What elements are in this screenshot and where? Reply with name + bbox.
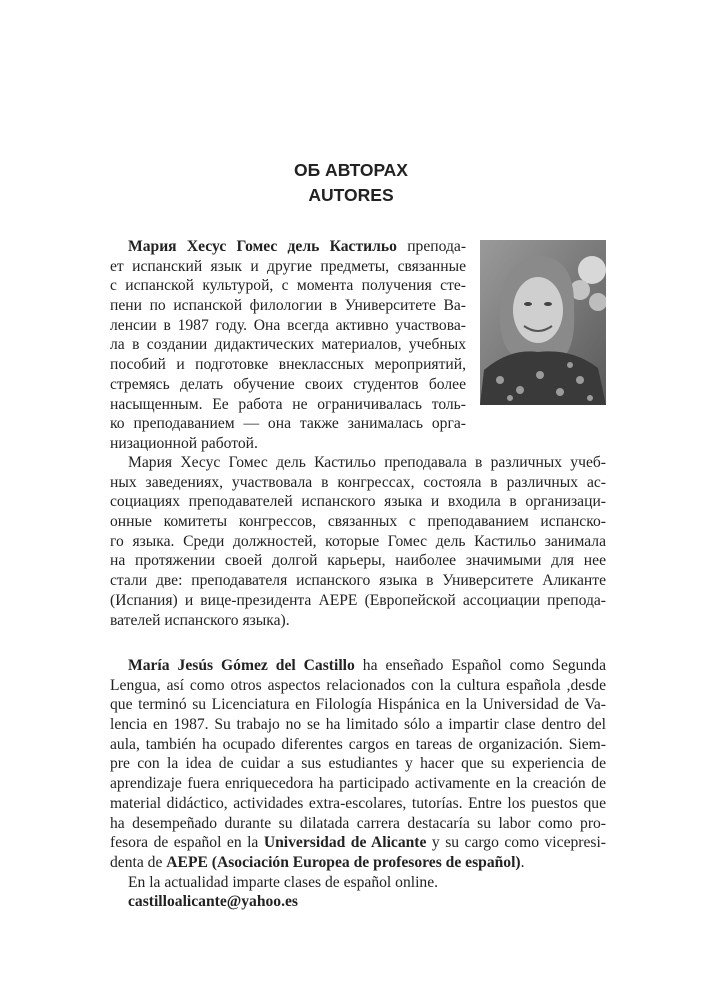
text-segment: вателей испанского языка). [110, 611, 290, 629]
text-line [110, 833, 606, 853]
text-segment: насыщенным. Ее работа не ограничивалась толь- [110, 395, 466, 413]
bold-text: AEPE (Asociación Europea de profesores de español) [166, 853, 521, 871]
text-line [110, 695, 606, 715]
paragraph-bio-ru-1 [110, 237, 466, 454]
text-segment: ha enseñado Español como Segunda [354, 657, 606, 674]
text-line [110, 656, 606, 676]
text-segment: ет испанский язык и другие предметы, связанные [110, 257, 466, 275]
text-segment: Lengua, así como otros aspectos relacionados con la cultura española ,desde [110, 676, 606, 694]
text-line [110, 395, 466, 415]
author-photo [480, 240, 606, 405]
text-line [110, 276, 466, 296]
text-segment: . [520, 853, 525, 871]
author-portrait-icon [480, 240, 606, 405]
page-title-es: AUTORES [308, 185, 394, 205]
text-line [110, 814, 606, 834]
text-segment: lencia en 1987. Su trabajo no se ha limitado sólo a impartir clase dentro del [110, 716, 606, 734]
text-line [110, 715, 606, 735]
text-segment: низационной работой. [110, 434, 258, 452]
page-title-ru: ОБ АВТОРАХ [294, 160, 408, 180]
text-segment: ко преподаванием — она также занималась орга- [110, 415, 466, 433]
text-segment: стали две: преподавателя испанского языка в Университете Аликанте [110, 572, 606, 590]
text-line [110, 473, 606, 493]
text-line [110, 774, 606, 794]
text-segment: (Испания) и вице-президента AEPE (Европейской ассоциации препода- [110, 591, 606, 609]
text-segment: fesora de español en la [110, 834, 264, 852]
text-segment: с испанской культурой, с момента получения сте- [110, 277, 466, 295]
text-segment: Мария Хесус Гомес дель Кастильо преподавала в различных учеб- [128, 454, 606, 471]
text-segment: ла в создании дидактических материалов, учебных [110, 336, 466, 354]
text-line [110, 434, 606, 454]
text-line [110, 853, 606, 873]
text-segment: que terminó su Licenciatura en Filología Hispánica en la Universidad de Va- [110, 696, 606, 714]
email-line [110, 892, 606, 912]
text-line [110, 492, 606, 512]
text-segment: pre con la idea de cuidar a sus estudiantes y hacer que su experiencia de [110, 755, 606, 773]
paragraph-bio-ru-2 [110, 453, 606, 630]
text-segment: aprendizaje fuera enriquecedora ha participado activamente en la creación de [110, 775, 606, 793]
text-line [110, 296, 466, 316]
text-line [110, 316, 466, 336]
text-segment: пособий и подготовке внеклассных мероприятий, [110, 356, 466, 374]
text-line [110, 591, 606, 611]
text-line [110, 414, 466, 434]
text-segment: стремясь делать обучение своих студентов более [110, 375, 466, 393]
text-line [110, 335, 466, 355]
text-line [110, 571, 606, 591]
text-line [110, 355, 466, 375]
text-line [110, 551, 606, 571]
text-segment: ha desempeñado durante su dilatada carrera destacaría su labor como pro- [110, 814, 606, 832]
text-segment: ных заведениях, участвовала в конгрессах, состояла в различных ас- [110, 473, 606, 491]
text-line [110, 453, 606, 473]
text-line [110, 873, 606, 893]
text-segment: material didáctico, actividades extra-escolares, tutorías. Entre los puestos que [110, 794, 606, 812]
text-segment: социациях преподавателей испанского языка и входила в организаци- [110, 493, 606, 511]
bold-text: Universidad de Alicante [263, 834, 427, 852]
bold-text: Мария Хесус Гомес дель Кастильо [128, 238, 397, 255]
text-line [110, 754, 606, 774]
text-segment: y su cargo como vicepresi- [426, 834, 606, 852]
text-segment: препода- [396, 238, 467, 255]
text-segment: aula, también ha ocupado diferentes cargos en tareas de organización. Siem- [110, 735, 606, 753]
text-line [110, 735, 606, 755]
text-segment: denta de [110, 853, 167, 871]
bold-text: María Jesús Gómez del Castillo [128, 657, 355, 674]
text-line [110, 611, 606, 631]
text-segment: го языка. Среди должностей, которые Гомес дель Кастильо занимала [110, 532, 606, 550]
text-segment: ленсии в 1987 году. Она всегда активно участвова- [110, 316, 466, 334]
bold-text: castilloalicante@yahoo.es [128, 893, 298, 911]
text-line [110, 794, 606, 814]
text-segment: на протяжении своей долгой карьеры, наиболее значимыми для нее [110, 552, 606, 570]
text-line [110, 237, 466, 257]
paragraph-bio-es [110, 656, 606, 912]
text-segment: онные комитеты конгрессов, связанных с преподаванием испанско- [110, 513, 606, 531]
text-line [110, 375, 466, 395]
text-line [110, 676, 606, 696]
text-segment: пени по испанской филологии в Университете Ва- [110, 297, 466, 315]
text-segment: En la actualidad imparte clases de español online. [128, 873, 439, 891]
text-line [110, 512, 606, 532]
text-line [110, 532, 606, 552]
text-line [110, 257, 466, 277]
